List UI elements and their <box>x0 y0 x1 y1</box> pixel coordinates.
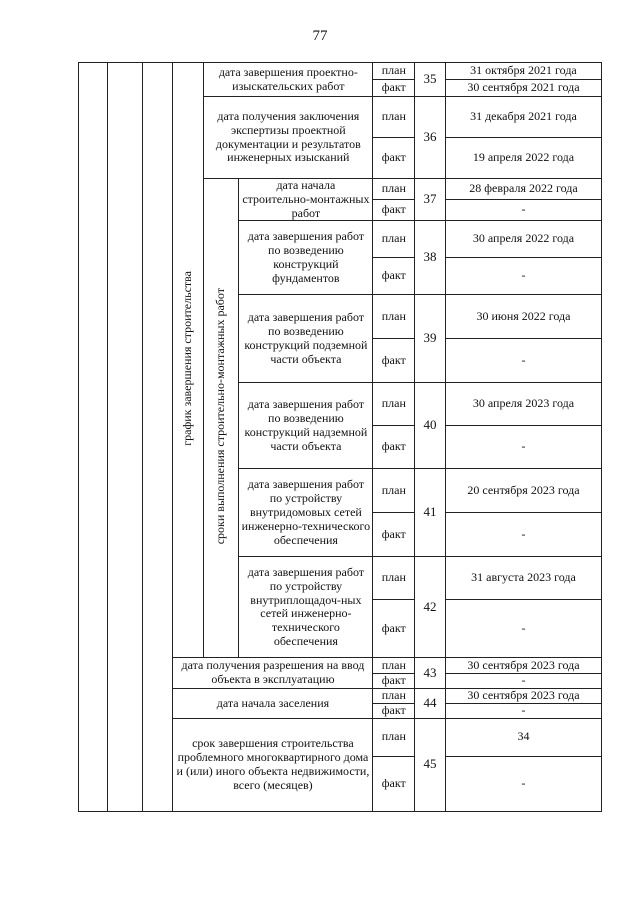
plan-value: 30 апреля 2022 года <box>445 221 601 258</box>
plan-value: 31 августа 2023 года <box>445 557 601 600</box>
plan-label: план <box>373 383 415 426</box>
plan-label: план <box>373 718 415 756</box>
plan-value: 30 сентября 2023 года <box>445 658 601 674</box>
plan-label: план <box>373 221 415 258</box>
fact-value: - <box>445 513 601 557</box>
fact-label: факт <box>373 756 415 811</box>
row-label: дата завершения проектно-изыскательских работ <box>204 63 373 97</box>
fact-label: факт <box>373 339 415 383</box>
row-label: дата начала строительно-монтажных работ <box>239 179 373 221</box>
row-number: 43 <box>415 658 446 689</box>
row-number: 35 <box>415 63 446 97</box>
plan-label: план <box>373 97 415 138</box>
empty-column-1 <box>79 63 108 812</box>
plan-label: план <box>373 63 415 80</box>
plan-label: план <box>373 689 415 704</box>
fact-label: факт <box>373 426 415 469</box>
row-label: дата завершения работ по возведению конструкций фундаментов <box>239 221 373 295</box>
plan-value: 34 <box>445 718 601 756</box>
empty-column-2 <box>107 63 142 812</box>
empty-column-3 <box>142 63 173 812</box>
row-label: дата завершения работ по устройству внутриплощадоч-ных сетей инженерно-технического обеспечения <box>239 557 373 658</box>
schedule-table <box>78 62 602 812</box>
plan-label: план <box>373 658 415 674</box>
row-label: дата завершения работ по возведению конструкций надземной части объекта <box>239 383 373 469</box>
plan-value: 31 октября 2021 года <box>445 63 601 80</box>
fact-value: - <box>445 674 601 689</box>
fact-value: - <box>445 756 601 811</box>
row-label: дата завершения работ по возведению конструкций подземной части объекта <box>239 295 373 383</box>
fact-value: - <box>445 200 601 221</box>
row-label: дата завершения работ по устройству внутридомовых сетей инженерно-технического обеспечения <box>239 469 373 557</box>
plan-value: 30 июня 2022 года <box>445 295 601 339</box>
row-label: срок завершения строительства проблемного многоквартирного дома и (или) иного объекта недвижимости, всего (месяцев) <box>173 718 373 811</box>
plan-label: план <box>373 179 415 200</box>
plan-label: план <box>373 469 415 513</box>
plan-value: 30 апреля 2023 года <box>445 383 601 426</box>
fact-value: - <box>445 600 601 658</box>
fact-label: факт <box>373 200 415 221</box>
plan-label: план <box>373 295 415 339</box>
fact-value: - <box>445 703 601 718</box>
plan-value: 30 сентября 2023 года <box>445 689 601 704</box>
row-label: дата получения заключения экспертизы проектной документации и результатов инженерных изысканий <box>204 97 373 179</box>
row-number: 36 <box>415 97 446 179</box>
table-row <box>79 63 602 80</box>
row-number: 42 <box>415 557 446 658</box>
row-number: 45 <box>415 718 446 811</box>
row-number: 41 <box>415 469 446 557</box>
fact-value: - <box>445 339 601 383</box>
fact-label: факт <box>373 258 415 295</box>
row-number: 44 <box>415 689 446 719</box>
fact-label: факт <box>373 513 415 557</box>
construction-schedule-label: график завершения строительства <box>173 63 204 658</box>
row-number: 38 <box>415 221 446 295</box>
fact-value: - <box>445 426 601 469</box>
fact-label: факт <box>373 674 415 689</box>
plan-label: план <box>373 557 415 600</box>
fact-value: 30 сентября 2021 года <box>445 80 601 97</box>
plan-value: 28 февраля 2022 года <box>445 179 601 200</box>
page-number: 77 <box>312 28 328 44</box>
row-number: 37 <box>415 179 446 221</box>
row-label: дата начала заселения <box>173 689 373 719</box>
row-label: дата получения разрешения на ввод объекта в эксплуатацию <box>173 658 373 689</box>
fact-label: факт <box>373 138 415 179</box>
row-number: 39 <box>415 295 446 383</box>
row-number: 40 <box>415 383 446 469</box>
fact-label: факт <box>373 703 415 718</box>
plan-value: 31 декабря 2021 года <box>445 97 601 138</box>
fact-value: 19 апреля 2022 года <box>445 138 601 179</box>
fact-label: факт <box>373 600 415 658</box>
construction-terms-label: сроки выполнения строительно-монтажных работ <box>204 179 239 658</box>
plan-value: 20 сентября 2023 года <box>445 469 601 513</box>
fact-value: - <box>445 258 601 295</box>
fact-label: факт <box>373 80 415 97</box>
